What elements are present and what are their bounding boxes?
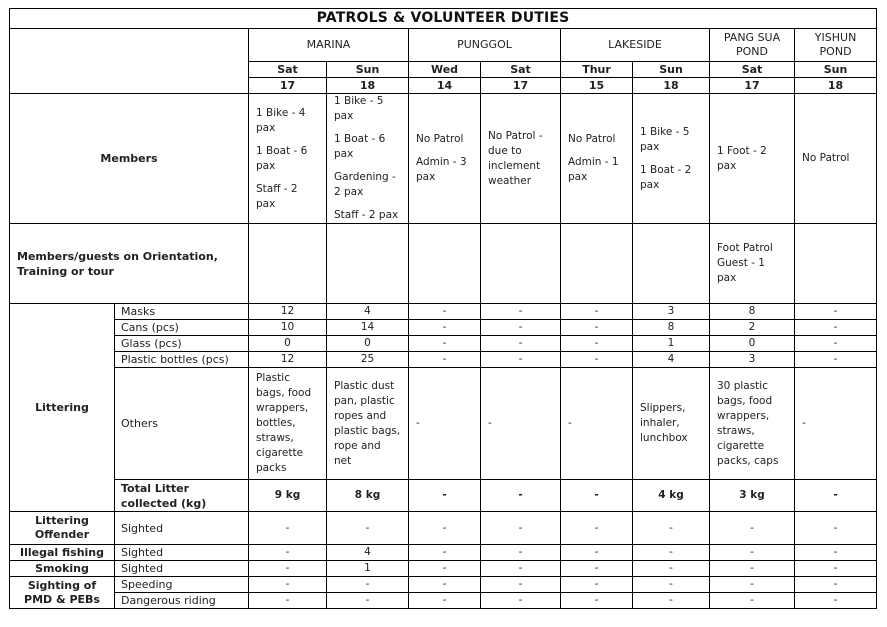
glass-label: Glass (pcs) bbox=[115, 336, 249, 352]
total-litter-label: Total Litter collected (kg) bbox=[115, 480, 249, 512]
orientation-row bbox=[10, 224, 877, 304]
others-value: 30 plastic bags, food wrappers, straws, cigarette packs, caps bbox=[710, 368, 795, 480]
smoking-value: - bbox=[710, 561, 795, 577]
dangerous-riding-value: - bbox=[710, 593, 795, 609]
others-row bbox=[10, 368, 877, 480]
cans-value: - bbox=[561, 320, 633, 336]
orientation-cell bbox=[795, 224, 877, 304]
total-litter-value: 4 kg bbox=[633, 480, 710, 512]
cans-value: - bbox=[409, 320, 481, 336]
location-pang-sua-line1: PANG SUA bbox=[723, 31, 781, 44]
smoking-value: - bbox=[249, 561, 327, 577]
members-yishun-sun bbox=[795, 94, 877, 224]
speeding-value: - bbox=[561, 577, 633, 593]
illegal-fishing-value: 4 bbox=[327, 545, 409, 561]
members-label: Members bbox=[10, 94, 249, 224]
report-wrapper bbox=[9, 8, 877, 609]
date-punggol-wed: 14 bbox=[409, 78, 481, 94]
members-punggol-wed bbox=[409, 94, 481, 224]
speeding-label: Speeding bbox=[115, 577, 249, 593]
others-value: Plastic dust pan, plastic ropes and plastic bags, rope and net bbox=[327, 368, 409, 480]
speeding-value: - bbox=[249, 577, 327, 593]
location-header-row bbox=[10, 29, 877, 62]
date-pang-sua-sat: 17 bbox=[710, 78, 795, 94]
day-lakeside-thur: Thur bbox=[561, 62, 633, 78]
smoking-label: Smoking bbox=[10, 561, 115, 577]
total-litter-row bbox=[10, 480, 877, 512]
masks-value: 8 bbox=[710, 304, 795, 320]
others-value: - bbox=[409, 368, 481, 480]
cans-value: - bbox=[795, 320, 877, 336]
location-yishun-pond bbox=[795, 29, 877, 62]
masks-value: 12 bbox=[249, 304, 327, 320]
speeding-value: - bbox=[633, 577, 710, 593]
illegal-fishing-value: - bbox=[409, 545, 481, 561]
location-punggol: PUNGGOL bbox=[409, 29, 561, 62]
offender-sub-label: Sighted bbox=[115, 512, 249, 545]
orientation-cell bbox=[633, 224, 710, 304]
dangerous-riding-value: - bbox=[249, 593, 327, 609]
dangerous-riding-label: Dangerous riding bbox=[115, 593, 249, 609]
speeding-value: - bbox=[710, 577, 795, 593]
members-row bbox=[10, 94, 877, 224]
members-marina-sat bbox=[249, 94, 327, 224]
plastic-bottles-value: 3 bbox=[710, 352, 795, 368]
illegal-fishing-row bbox=[10, 545, 877, 561]
illegal-fishing-value: - bbox=[633, 545, 710, 561]
total-litter-value: - bbox=[561, 480, 633, 512]
illegal-fishing-value: - bbox=[561, 545, 633, 561]
location-yishun-line2: POND bbox=[819, 45, 852, 58]
offender-value: - bbox=[481, 512, 561, 545]
orientation-cell bbox=[409, 224, 481, 304]
others-value: - bbox=[561, 368, 633, 480]
patrol-duties-table bbox=[9, 8, 877, 609]
plastic-bottles-value: - bbox=[561, 352, 633, 368]
members-entry: 1 Boat - 6 pax bbox=[334, 133, 386, 160]
total-litter-value: - bbox=[409, 480, 481, 512]
offender-row bbox=[10, 512, 877, 545]
members-entry: No Patrol bbox=[416, 133, 464, 145]
members-lakeside-thur bbox=[561, 94, 633, 224]
date-marina-sat: 17 bbox=[249, 78, 327, 94]
location-marina: MARINA bbox=[249, 29, 409, 62]
date-punggol-sat: 17 bbox=[481, 78, 561, 94]
header-blank-cell bbox=[10, 29, 249, 94]
title-row bbox=[10, 9, 877, 29]
dangerous-riding-value: - bbox=[795, 593, 877, 609]
members-lakeside-sun bbox=[633, 94, 710, 224]
location-lakeside: LAKESIDE bbox=[561, 29, 710, 62]
members-entry: 1 Boat - 2 pax bbox=[640, 163, 692, 191]
smoking-row bbox=[10, 561, 877, 577]
others-value: - bbox=[795, 368, 877, 480]
orientation-cell bbox=[481, 224, 561, 304]
masks-value: - bbox=[481, 304, 561, 320]
plastic-bottles-value: - bbox=[481, 352, 561, 368]
dangerous-riding-value: - bbox=[561, 593, 633, 609]
glass-value: - bbox=[409, 336, 481, 352]
offender-value: - bbox=[561, 512, 633, 545]
day-lakeside-sun: Sun bbox=[633, 62, 710, 78]
dangerous-riding-value: - bbox=[633, 593, 710, 609]
members-entry: 1 Bike - 4 pax bbox=[256, 106, 306, 134]
others-label: Others bbox=[115, 368, 249, 480]
orientation-cell bbox=[561, 224, 633, 304]
others-value: Slippers, inhaler, lunchbox bbox=[633, 368, 710, 480]
members-entry: 1 Foot - 2 pax bbox=[717, 144, 767, 172]
day-marina-sun: Sun bbox=[327, 62, 409, 78]
offender-value: - bbox=[409, 512, 481, 545]
location-pang-sua-pond bbox=[710, 29, 795, 62]
members-entry: No Patrol bbox=[802, 152, 850, 164]
day-marina-sat: Sat bbox=[249, 62, 327, 78]
plastic-bottles-value: 12 bbox=[249, 352, 327, 368]
plastic-bottles-value: - bbox=[409, 352, 481, 368]
cans-value: 10 bbox=[249, 320, 327, 336]
cans-value: 8 bbox=[633, 320, 710, 336]
masks-value: - bbox=[795, 304, 877, 320]
day-pang-sua: Sat bbox=[710, 62, 795, 78]
speeding-value: - bbox=[409, 577, 481, 593]
smoking-value: - bbox=[481, 561, 561, 577]
members-entry: No Patrol bbox=[568, 133, 616, 145]
illegal-fishing-value: - bbox=[249, 545, 327, 561]
total-litter-value: 3 kg bbox=[710, 480, 795, 512]
glass-value: - bbox=[481, 336, 561, 352]
speeding-value: - bbox=[795, 577, 877, 593]
illegal-fishing-label: Illegal fishing bbox=[10, 545, 115, 561]
dangerous-riding-value: - bbox=[409, 593, 481, 609]
members-marina-sun bbox=[327, 94, 409, 224]
masks-label: Masks bbox=[115, 304, 249, 320]
illegal-fishing-value: - bbox=[481, 545, 561, 561]
total-litter-value: - bbox=[481, 480, 561, 512]
members-entry: 1 Boat - 6 pax bbox=[256, 144, 308, 172]
orientation-pang-sua-line1: Foot Patrol bbox=[717, 242, 773, 254]
others-value: Plastic bags, food wrappers, bottles, straws, cigarette packs bbox=[249, 368, 327, 480]
masks-value: - bbox=[409, 304, 481, 320]
smoking-value: - bbox=[633, 561, 710, 577]
members-pang-sua-sat bbox=[710, 94, 795, 224]
glass-value: 0 bbox=[249, 336, 327, 352]
cans-label: Cans (pcs) bbox=[115, 320, 249, 336]
date-lakeside-thur: 15 bbox=[561, 78, 633, 94]
smoking-value: - bbox=[561, 561, 633, 577]
offender-value: - bbox=[327, 512, 409, 545]
dangerous-riding-value: - bbox=[481, 593, 561, 609]
glass-value: - bbox=[795, 336, 877, 352]
dangerous-riding-row bbox=[10, 593, 877, 609]
date-yishun-sun: 18 bbox=[795, 78, 877, 94]
glass-value: 0 bbox=[710, 336, 795, 352]
smoking-value: - bbox=[795, 561, 877, 577]
members-entry: Admin - 3 pax bbox=[416, 156, 467, 183]
smoking-value: - bbox=[409, 561, 481, 577]
members-entry: No Patrol - due to inclement weather bbox=[488, 129, 543, 187]
glass-value: 0 bbox=[327, 336, 409, 352]
glass-row bbox=[10, 336, 877, 352]
orientation-cell bbox=[249, 224, 327, 304]
members-entry: 1 Bike - 5 pax bbox=[334, 95, 384, 122]
plastic-bottles-value: 4 bbox=[633, 352, 710, 368]
dangerous-riding-value: - bbox=[327, 593, 409, 609]
plastic-bottles-label: Plastic bottles (pcs) bbox=[115, 352, 249, 368]
location-pang-sua-line2: POND bbox=[736, 45, 768, 58]
glass-value: - bbox=[561, 336, 633, 352]
total-litter-value: - bbox=[795, 480, 877, 512]
members-punggol-sat bbox=[481, 94, 561, 224]
masks-row bbox=[10, 304, 877, 320]
date-lakeside-sun: 18 bbox=[633, 78, 710, 94]
smoking-sub-label: Sighted bbox=[115, 561, 249, 577]
members-entry: Staff - 2 pax bbox=[334, 209, 399, 221]
plastic-bottles-value: 25 bbox=[327, 352, 409, 368]
glass-value: 1 bbox=[633, 336, 710, 352]
littering-label: Littering bbox=[10, 304, 115, 512]
orientation-pang-sua-line2: Guest - 1 pax bbox=[717, 257, 765, 284]
total-litter-value: 9 kg bbox=[249, 480, 327, 512]
masks-value: 4 bbox=[327, 304, 409, 320]
cans-value: - bbox=[481, 320, 561, 336]
day-yishun: Sun bbox=[795, 62, 877, 78]
cans-value: 14 bbox=[327, 320, 409, 336]
members-entry: 1 Bike - 5 pax bbox=[640, 125, 690, 153]
offender-label: Littering Offender bbox=[10, 512, 115, 545]
speeding-value: - bbox=[481, 577, 561, 593]
members-entry: Gardening - 2 pax bbox=[334, 171, 396, 198]
members-entry: Admin - 1 pax bbox=[568, 156, 619, 183]
day-punggol-sat: Sat bbox=[481, 62, 561, 78]
offender-value: - bbox=[249, 512, 327, 545]
masks-value: - bbox=[561, 304, 633, 320]
smoking-value: 1 bbox=[327, 561, 409, 577]
speeding-row bbox=[10, 577, 877, 593]
members-entry: Staff - 2 pax bbox=[256, 182, 298, 210]
others-value: - bbox=[481, 368, 561, 480]
speeding-value: - bbox=[327, 577, 409, 593]
masks-value: 3 bbox=[633, 304, 710, 320]
illegal-fishing-value: - bbox=[795, 545, 877, 561]
orientation-cell bbox=[327, 224, 409, 304]
page-title: PATROLS & VOLUNTEER DUTIES bbox=[10, 9, 877, 29]
plastic-bottles-row bbox=[10, 352, 877, 368]
pmd-label: Sighting of PMD & PEBs bbox=[10, 577, 115, 609]
plastic-bottles-value: - bbox=[795, 352, 877, 368]
date-marina-sun: 18 bbox=[327, 78, 409, 94]
location-yishun-line1: YISHUN bbox=[814, 31, 857, 44]
cans-value: 2 bbox=[710, 320, 795, 336]
day-punggol-wed: Wed bbox=[409, 62, 481, 78]
illegal-fishing-sub-label: Sighted bbox=[115, 545, 249, 561]
offender-value: - bbox=[795, 512, 877, 545]
total-litter-value: 8 kg bbox=[327, 480, 409, 512]
orientation-pang-sua bbox=[710, 224, 795, 304]
cans-row bbox=[10, 320, 877, 336]
orientation-label: Members/guests on Orientation, Training or tour bbox=[10, 224, 249, 304]
illegal-fishing-value: - bbox=[710, 545, 795, 561]
offender-value: - bbox=[633, 512, 710, 545]
offender-value: - bbox=[710, 512, 795, 545]
